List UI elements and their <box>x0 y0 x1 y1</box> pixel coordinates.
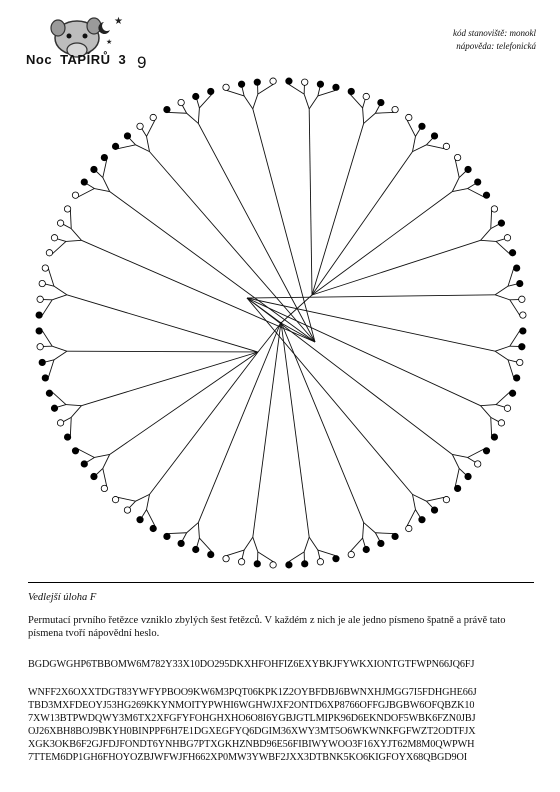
chain-line: WNFF2X6OXXTDGT83YWFYPBOO9KW6M3PQT06KPK1Z2OYBFDBJ6BWNXHJMGG7I5FDHGHE66J <box>28 687 477 698</box>
branch-line <box>103 454 110 468</box>
chain-line: 7TTEM6DP1GH6FHOYOZBJWFWJFH662XP0MW3YWBF2JXX3DTBNK5KO6KIGFOYX68QBGD9OI <box>28 752 468 763</box>
branch-line <box>96 468 102 474</box>
empty-leaf-circle <box>392 106 398 112</box>
filled-leaf-circle <box>483 448 489 454</box>
branch-line <box>412 136 415 151</box>
filled-leaf-circle <box>124 133 130 139</box>
branch-line <box>363 108 364 123</box>
branch-line <box>45 360 54 362</box>
empty-leaf-circle <box>363 93 369 99</box>
branch-line <box>426 145 444 149</box>
branch-line <box>227 550 244 556</box>
branch-line <box>481 405 496 406</box>
branch-line <box>244 96 253 109</box>
branch-line <box>289 552 304 562</box>
branch-line <box>363 100 366 108</box>
branch-line <box>150 152 315 342</box>
branch-line <box>198 523 199 538</box>
branch-line <box>496 405 504 408</box>
branch-line <box>364 113 376 123</box>
filled-leaf-circle <box>81 461 87 467</box>
branch-line <box>147 136 150 151</box>
branch-line <box>52 392 65 404</box>
svg-text:★: ★ <box>114 16 123 27</box>
empty-leaf-circle <box>406 114 412 120</box>
empty-leaf-circle <box>37 344 43 350</box>
branch-line <box>468 449 484 457</box>
filled-leaf-circle <box>378 540 384 546</box>
empty-leaf-circle <box>150 114 156 120</box>
branch-line <box>110 352 258 454</box>
branch-line <box>495 351 508 360</box>
empty-leaf-circle <box>124 507 130 513</box>
branch-line <box>407 510 415 526</box>
branch-line <box>136 145 150 152</box>
branch-line <box>481 240 496 241</box>
branch-line <box>508 360 514 377</box>
empty-leaf-circle <box>101 485 107 491</box>
branch-line <box>42 331 52 346</box>
branch-line <box>375 533 379 541</box>
branch-line <box>452 189 467 192</box>
filled-leaf-circle <box>164 533 170 539</box>
branch-line <box>54 286 67 295</box>
branch-line <box>281 322 309 537</box>
branch-line <box>318 90 335 96</box>
branch-line <box>350 94 362 107</box>
branch-line <box>54 351 67 360</box>
branch-line <box>253 109 315 342</box>
filled-leaf-circle <box>348 88 354 94</box>
filled-leaf-circle <box>431 133 437 139</box>
filled-leaf-circle <box>475 179 481 185</box>
branch-line <box>375 533 393 534</box>
branch-line <box>495 286 508 295</box>
branch-line <box>415 129 420 137</box>
branch-line <box>150 352 258 494</box>
filled-leaf-circle <box>519 344 525 350</box>
filled-leaf-circle <box>238 81 244 87</box>
branch-line <box>96 172 102 178</box>
branch-line <box>258 84 273 94</box>
branch-line <box>136 494 150 501</box>
branch-line <box>87 184 95 189</box>
branch-line <box>468 457 476 462</box>
divider <box>28 582 534 583</box>
branch-line <box>363 523 364 538</box>
empty-leaf-circle <box>317 559 323 565</box>
empty-leaf-circle <box>37 296 43 302</box>
empty-leaf-circle <box>223 84 229 90</box>
branch-line <box>94 454 109 457</box>
branch-line <box>66 405 81 406</box>
filled-leaf-circle <box>333 84 339 90</box>
branch-line <box>481 406 491 418</box>
empty-leaf-circle <box>517 359 523 365</box>
branch-line <box>412 494 426 501</box>
task-description: Permutací prvního řetězce vzniklo zbylých šest řetězců. V každém z nich je ale jedno písmeno špatně a právě tato písmena tvoří nápovědní heslo. <box>28 615 506 639</box>
branch-line <box>491 224 499 228</box>
branch-line <box>452 178 459 192</box>
branch-line <box>197 100 200 108</box>
branch-line <box>496 392 509 404</box>
filled-leaf-circle <box>419 123 425 129</box>
branch-line <box>48 360 54 377</box>
branch-line <box>52 241 65 253</box>
filled-leaf-circle <box>517 280 523 286</box>
task-title: Vedlejší úloha F <box>28 592 97 603</box>
filled-leaf-circle <box>42 375 48 381</box>
branch-line <box>66 240 81 241</box>
branch-line <box>481 229 491 241</box>
filled-leaf-circle <box>509 390 515 396</box>
chain-line: TBD3MXFDEOYJ53HG269KKYNMOITYPWHI6WGHWJXF2ONTD6XP8766OFFGJBGBW6OFQBZK10 <box>28 700 475 711</box>
branch-line <box>67 351 258 352</box>
empty-leaf-circle <box>519 296 525 302</box>
branch-line <box>130 501 136 507</box>
filled-leaf-circle <box>137 517 143 523</box>
branch-line <box>468 189 484 197</box>
filled-leaf-circle <box>72 448 78 454</box>
branch-line <box>495 295 510 300</box>
station-code: kód stanoviště: monokl <box>453 28 536 38</box>
filled-leaf-circle <box>286 78 292 84</box>
branch-line <box>130 138 136 144</box>
chain-line: OJ26XBH8BOJ9BKYH0BINPPF6H7E1DGXEGFYQ6DGIM36XWY3MT5O6WKWNKFGFWZT2ODTFJX <box>28 726 476 737</box>
empty-leaf-circle <box>57 420 63 426</box>
branch-line <box>70 417 71 435</box>
filled-leaf-circle <box>254 561 260 567</box>
branch-line <box>182 105 186 113</box>
empty-leaf-circle <box>406 525 412 531</box>
filled-leaf-circle <box>101 154 107 160</box>
branch-line <box>48 269 54 286</box>
filled-leaf-circle <box>392 533 398 539</box>
branch-line <box>52 295 67 300</box>
branch-line <box>318 550 320 559</box>
branch-line <box>199 94 211 107</box>
chain-line: 7XW13BTPWDQWY3M6TX2XFGFYFOHGHXHO6O8I6YGBJGTLMIPK96D6EKNDOF5WBK6FZN0JBJ <box>28 713 476 724</box>
branch-line <box>63 224 71 228</box>
branch-line <box>199 538 211 551</box>
filled-leaf-circle <box>509 250 515 256</box>
branch-line <box>407 120 415 136</box>
branch-line <box>67 295 258 352</box>
filled-leaf-circle <box>513 375 519 381</box>
branch-line <box>426 497 444 501</box>
empty-leaf-circle <box>443 143 449 149</box>
empty-leaf-circle <box>270 562 276 568</box>
branch-line <box>247 298 452 454</box>
branch-line <box>455 160 459 178</box>
empty-leaf-circle <box>223 555 229 561</box>
empty-leaf-circle <box>39 280 45 286</box>
branch-line <box>350 538 362 551</box>
filled-leaf-circle <box>378 99 384 105</box>
branch-line <box>318 550 335 556</box>
branch-line <box>426 501 432 507</box>
branch-line <box>375 105 379 113</box>
filled-leaf-circle <box>286 562 292 568</box>
branch-line <box>312 192 452 295</box>
branch-line <box>253 94 258 109</box>
filled-leaf-circle <box>193 546 199 552</box>
branch-line <box>71 229 81 241</box>
logo-word: Noc <box>26 52 53 67</box>
filled-leaf-circle <box>91 166 97 172</box>
page-number: 9 <box>137 53 147 72</box>
branch-line <box>426 138 432 144</box>
branch-line <box>45 284 54 286</box>
filled-leaf-circle <box>91 473 97 479</box>
branch-line <box>81 352 258 406</box>
filled-leaf-circle <box>208 88 214 94</box>
branch-line <box>510 331 520 346</box>
branch-line <box>510 300 520 315</box>
first-chain: BGDGWGHP6TBBOMW6M782Y33X10DO295DKXHFOHFIZ6EXYBKJFYWKXIONTGTFWPN66JQ6FJ <box>28 659 475 670</box>
empty-leaf-circle <box>51 235 57 241</box>
branch-line <box>182 533 186 541</box>
branch-line <box>227 90 244 96</box>
branch-line <box>58 405 66 408</box>
empty-leaf-circle <box>112 496 118 502</box>
branch-line <box>459 172 465 178</box>
branch-line <box>312 240 481 295</box>
filled-leaf-circle <box>317 81 323 87</box>
branch-line <box>187 523 199 533</box>
branch-line <box>142 129 147 137</box>
branch-line <box>459 468 465 474</box>
branch-line <box>304 94 309 109</box>
filled-leaf-circle <box>363 546 369 552</box>
filled-leaf-circle <box>302 561 308 567</box>
svg-text:★: ★ <box>106 38 113 46</box>
filled-leaf-circle <box>36 328 42 334</box>
filled-leaf-circle <box>465 166 471 172</box>
branch-line <box>94 189 109 192</box>
logo-word: 3 <box>118 52 127 67</box>
filled-leaf-circle <box>193 93 199 99</box>
branch-line <box>258 552 273 562</box>
branch-line <box>309 537 318 550</box>
hint-type: nápověda: telefonická <box>456 41 536 51</box>
branch-line <box>455 468 459 486</box>
branch-line <box>71 406 81 418</box>
empty-leaf-circle <box>504 235 510 241</box>
filled-leaf-circle <box>419 517 425 523</box>
branch-line <box>496 239 504 242</box>
branch-line <box>147 494 150 509</box>
branch-line <box>309 96 318 109</box>
branch-line <box>168 112 186 113</box>
branch-line <box>415 510 420 518</box>
filled-leaf-circle <box>46 390 52 396</box>
empty-leaf-circle <box>498 420 504 426</box>
filled-leaf-circle <box>513 265 519 271</box>
empty-leaf-circle <box>64 206 70 212</box>
branch-line <box>118 145 136 149</box>
empty-leaf-circle <box>302 79 308 85</box>
branch-line <box>81 240 315 342</box>
branch-line <box>187 113 199 123</box>
empty-leaf-circle <box>46 250 52 256</box>
empty-leaf-circle <box>270 78 276 84</box>
filled-leaf-circle <box>36 312 42 318</box>
filled-leaf-circle <box>150 525 156 531</box>
branch-line <box>491 417 492 435</box>
branch-line <box>142 510 147 518</box>
empty-leaf-circle <box>238 559 244 565</box>
branch-line <box>103 178 110 192</box>
empty-leaf-circle <box>348 551 354 557</box>
empty-leaf-circle <box>443 496 449 502</box>
empty-leaf-circle <box>454 154 460 160</box>
branch-line <box>52 346 67 351</box>
filled-leaf-circle <box>454 485 460 491</box>
branch-line <box>63 417 71 421</box>
branch-line <box>452 454 459 468</box>
branch-line <box>508 284 517 286</box>
branch-line <box>244 537 253 550</box>
filled-leaf-circle <box>178 540 184 546</box>
chain-line: XGK3OKB6F2GJFDJFONDT6YNHBG7PTXGKHZNBD96E56FIBIWYWOO3F16XYJT62M8M0QWPWH <box>28 739 475 750</box>
branch-line <box>247 298 481 406</box>
branch-line <box>318 87 320 96</box>
filled-leaf-circle <box>498 220 504 226</box>
empty-leaf-circle <box>57 220 63 226</box>
branch-line <box>253 537 258 552</box>
branch-line <box>491 417 499 421</box>
branch-line <box>118 497 136 501</box>
filled-leaf-circle <box>64 434 70 440</box>
filled-leaf-circle <box>333 555 339 561</box>
branch-line <box>78 449 94 457</box>
branch-line <box>495 346 510 351</box>
branch-line <box>147 120 155 136</box>
branch-line <box>78 189 94 197</box>
branch-line <box>363 538 366 546</box>
filled-leaf-circle <box>520 328 526 334</box>
filled-leaf-circle <box>51 405 57 411</box>
branch-line <box>508 269 514 286</box>
branch-line <box>110 192 315 342</box>
branch-line <box>452 454 467 457</box>
empty-leaf-circle <box>42 265 48 271</box>
branch-line <box>364 523 376 533</box>
branch-line <box>412 494 415 509</box>
empty-leaf-circle <box>520 312 526 318</box>
branch-line <box>496 241 509 253</box>
branch-line <box>247 298 412 494</box>
branch-line <box>242 550 244 559</box>
empty-leaf-circle <box>178 99 184 105</box>
branch-line <box>304 537 309 552</box>
branch-line <box>309 109 312 295</box>
branch-line <box>197 538 200 546</box>
filled-leaf-circle <box>431 507 437 513</box>
empty-leaf-circle <box>72 192 78 198</box>
branch-line <box>508 360 517 362</box>
tree-branches <box>42 84 519 561</box>
branch-line <box>468 184 476 189</box>
filled-leaf-circle <box>39 359 45 365</box>
branch-line <box>375 112 393 113</box>
filled-leaf-circle <box>112 143 118 149</box>
branch-line <box>198 108 199 123</box>
branch-line <box>312 123 364 295</box>
filled-leaf-circle <box>208 551 214 557</box>
branch-line <box>103 468 107 486</box>
branch-line <box>87 457 95 462</box>
branch-line <box>247 295 495 298</box>
empty-leaf-circle <box>491 206 497 212</box>
branch-line <box>289 84 304 94</box>
branch-line <box>168 533 186 534</box>
branch-line <box>58 239 66 242</box>
empty-leaf-circle <box>137 123 143 129</box>
filled-leaf-circle <box>491 434 497 440</box>
branch-line <box>253 322 281 537</box>
branch-line <box>103 160 107 178</box>
filled-leaf-circle <box>254 79 260 85</box>
branch-line <box>42 300 52 315</box>
logo-word: TAPÍRŮ <box>60 52 111 67</box>
branch-line <box>242 87 244 96</box>
filled-leaf-circle <box>81 179 87 185</box>
filled-leaf-circle <box>164 106 170 112</box>
empty-leaf-circle <box>475 461 481 467</box>
branch-line <box>312 152 412 295</box>
branch-line <box>70 210 71 228</box>
filled-leaf-circle <box>465 473 471 479</box>
empty-leaf-circle <box>504 405 510 411</box>
branch-line <box>412 145 426 152</box>
branch-line <box>147 510 155 526</box>
filled-leaf-circle <box>483 192 489 198</box>
branch-line <box>491 210 492 228</box>
